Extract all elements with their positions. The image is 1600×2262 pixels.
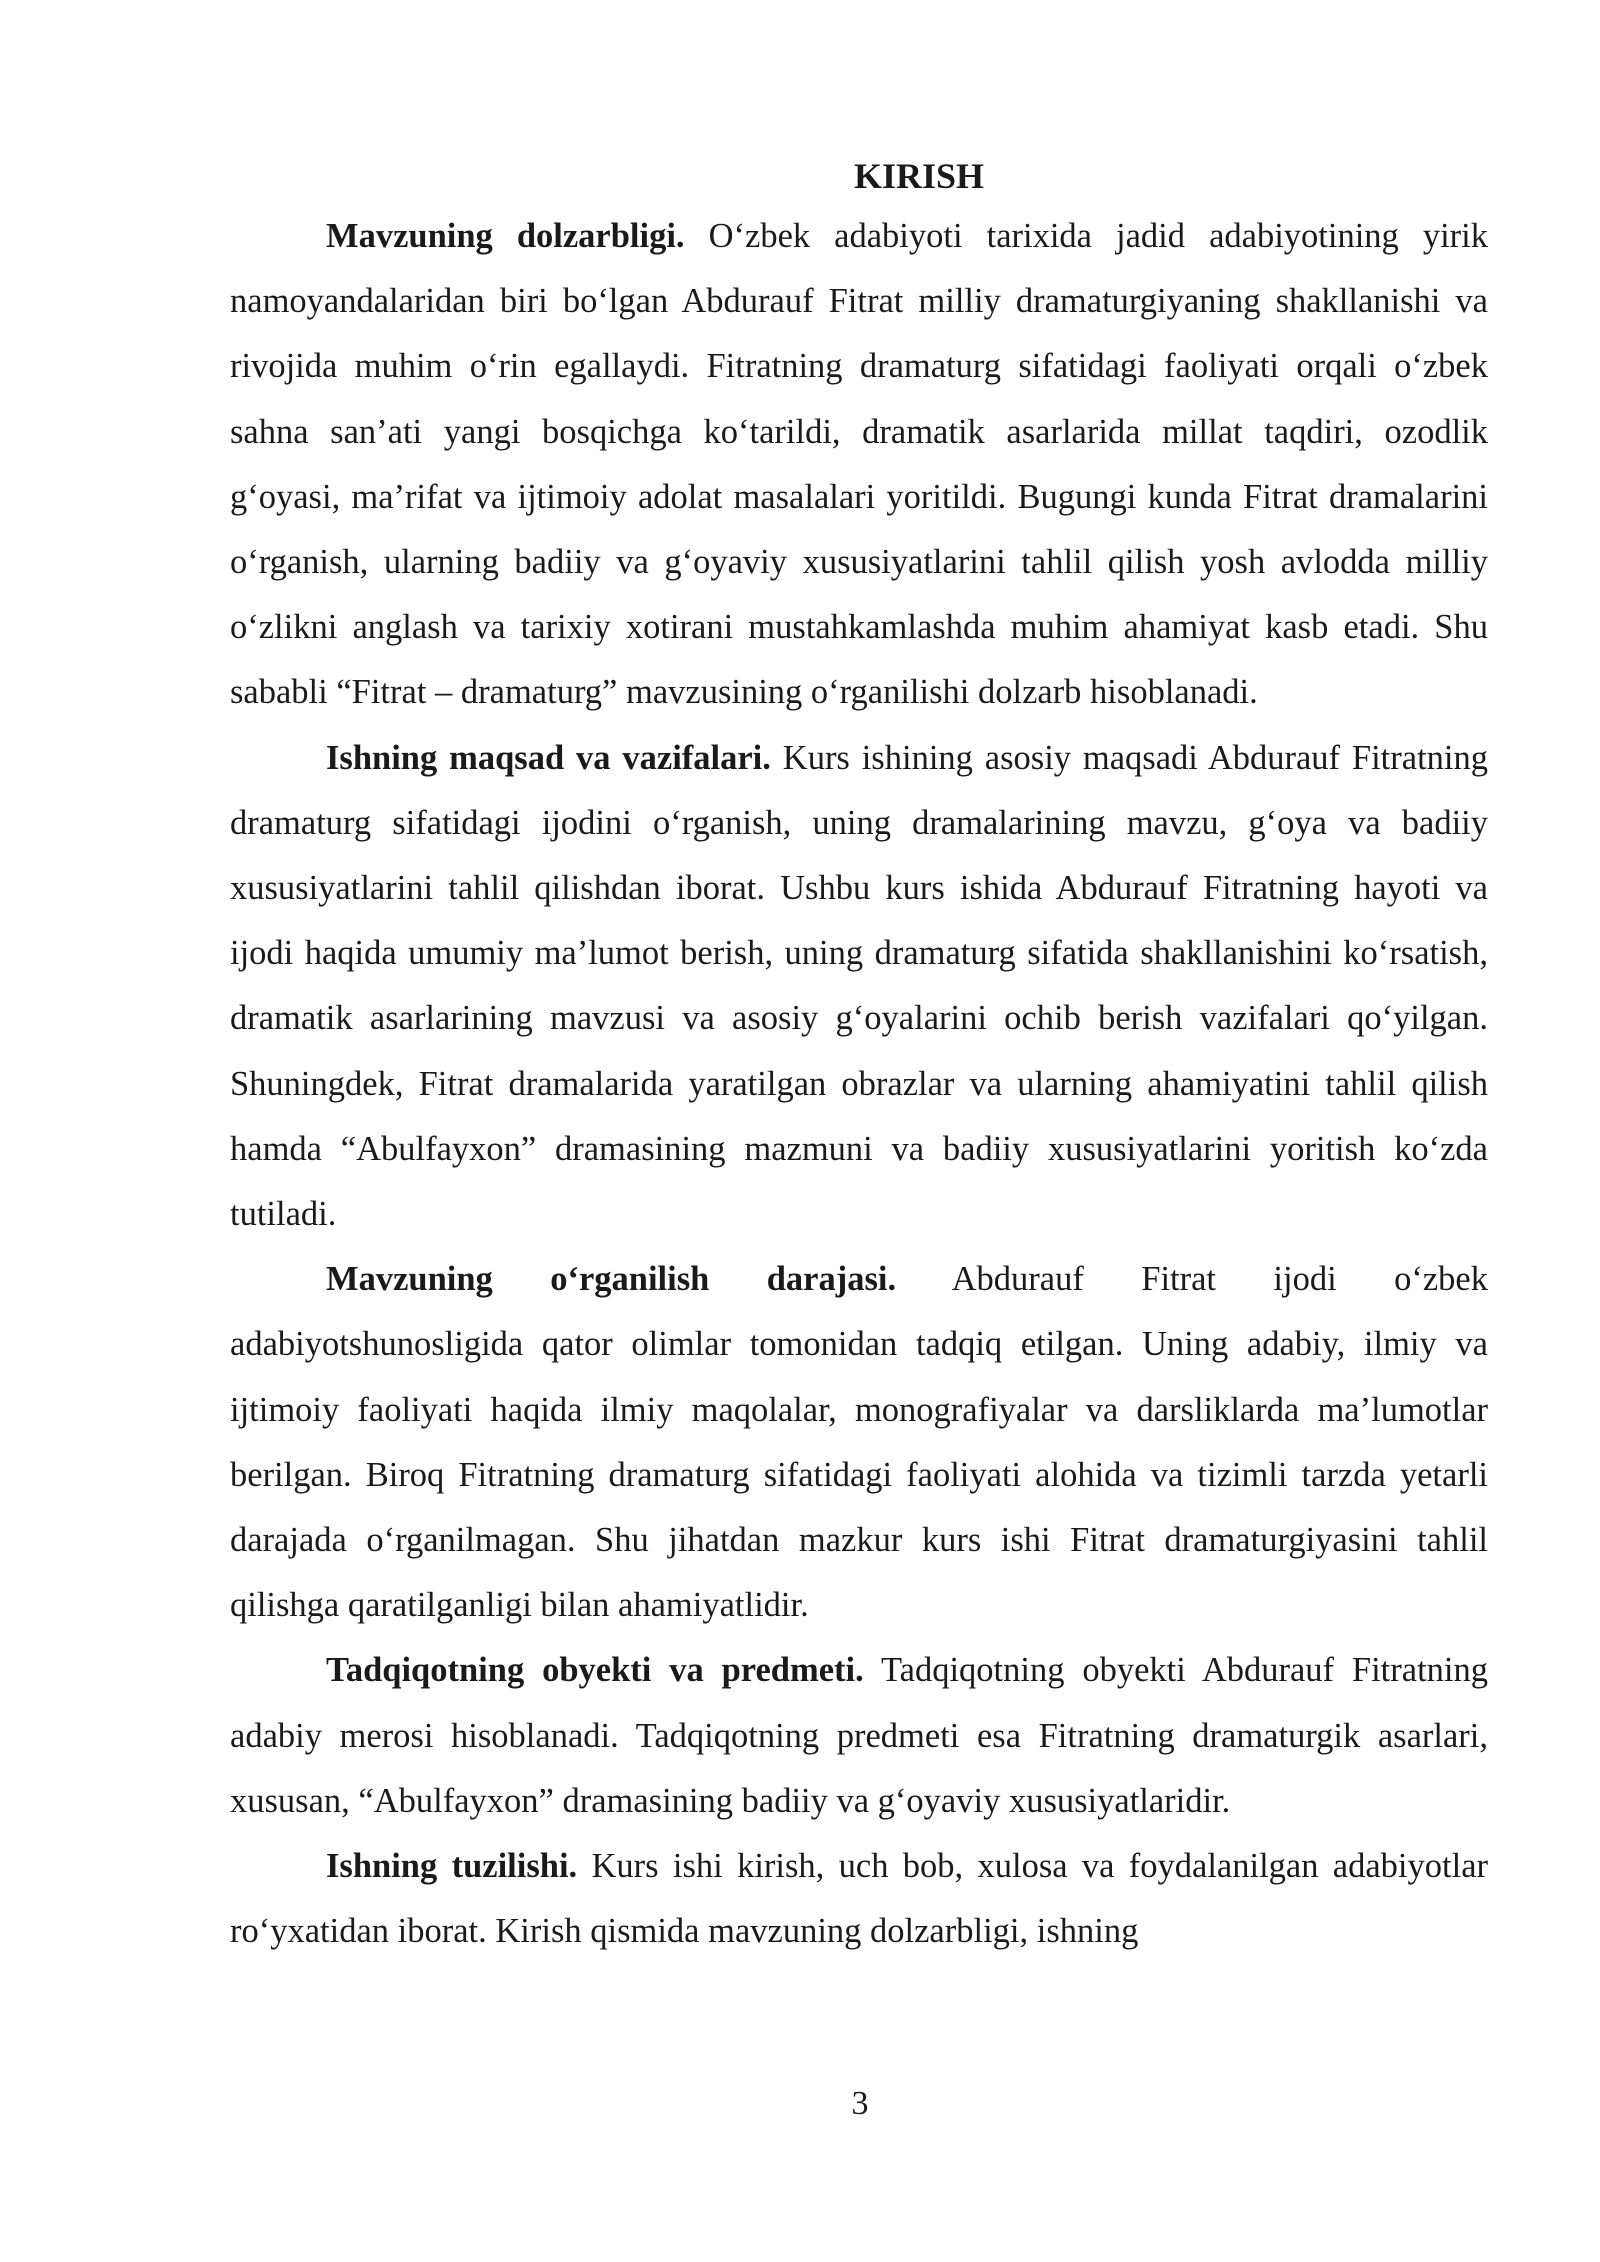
paragraph-lead: Ishning tuzilishi. [326, 1847, 578, 1886]
paragraph-lead: Tadqiqotning obyekti va predmeti. [326, 1651, 864, 1690]
paragraph-text: Tadqiqotning obyekti Abdurauf Fitratning adabiy merosi hisoblanadi. Tadqiqotning predmeti esa Fitratning dramaturgik asarlari, xususan, “Abulfayxon” dramasining badiiy va g‘oyaviy xususiyatlaridir. [230, 1651, 1488, 1820]
paragraph-text: Kurs ishining asosiy maqsadi Abdurauf Fitratning dramaturg sifatidagi ijodini o‘rganish, uning dramalarining mavzu, g‘oya va badiiy xususiyatlarini tahlil qilishdan iborat. Ushbu kurs ishida Abdurauf Fitratning hayoti va ijodi haqida umumiy ma’lumot berish, uning dramaturg sifatida shakllanishini ko‘rsatish, dramatik asarlarining mavzusi va asosiy g‘oyalarini ochib berish vazifalari qo‘yilgan. Shuningdek, Fitrat dramalarida yaratilgan obrazlar va ularning ahamiyatini tahlil qilish hamda “Abulfayxon” dramasining mazmuni va badiiy xususiyatlarini yoritish ko‘zda tutiladi. [230, 738, 1488, 1234]
paragraph-structure [230, 1834, 1488, 1964]
paragraph-text: Kurs ishi kirish, uch bob, xulosa va foydalanilgan adabiyotlar ro‘yxatidan iborat. Kirish qismida mavzuning dolzarbligi, ishning [230, 1847, 1488, 1951]
paragraph-object-subject [230, 1638, 1488, 1834]
paragraph-lead: Ishning maqsad va vazifalari. [326, 738, 771, 777]
paragraph-text: Abdurauf Fitrat ijodi o‘zbek adabiyotshunosligida qator olimlar tomonidan tadqiq etilgan. Uning adabiy, ilmiy va ijtimoiy faoliyati haqida ilmiy maqolalar, monografiyalar va darsliklarda ma’lumotlar berilgan. Biroq Fitratning dramaturg sifatidagi faoliyati alohida va tizimli tarzda yetarli darajada o‘rganilmagan. Shu jihatdan mazkur kurs ishi Fitrat dramaturgiyasini tahlil qilishga qaratilganligi bilan ahamiyatlidir. [230, 1260, 1488, 1625]
paragraph-lead: Mavzuning dolzarbligi. [326, 217, 685, 255]
paragraph-goals [230, 726, 1488, 1248]
section-title: KIRISH [853, 156, 985, 196]
page-number: 3 [851, 2085, 869, 2122]
paragraph-text: O‘zbek adabiyoti tarixida jadid adabiyotining yirik namoyandalaridan biri bo‘lgan Abdurauf Fitrat milliy dramaturgiyaning shakllanishi va rivojida muhim o‘rin egallaydi. Fitratning dramaturg sifatidagi faoliyati orqali o‘zbek sahna san’ati yangi bosqichga ko‘tarildi, dramatik asarlarida millat taqdiri, ozodlik g‘oyasi, ma’rifat va ijtimoiy adolat masalalari yoritildi. Bugungi kunda Fitrat dramalarini o‘rganish, ularning badiiy va g‘oyaviy xususiyatlarini tahlil qilish yosh avlodda milliy o‘zlikni anglash va tarixiy xotirani mustahkamlashda muhim ahamiyat kasb etadi. Shu sababli “Fitrat – dramaturg” mavzusining o‘rganilishi dolzarb hisoblanadi. [230, 217, 1488, 712]
paragraph-relevance [230, 204, 1488, 726]
paragraph-study-level [230, 1247, 1488, 1638]
paragraph-lead: Mavzuning o‘rganilish darajasi. [326, 1260, 897, 1299]
page-content [230, 148, 1488, 1964]
